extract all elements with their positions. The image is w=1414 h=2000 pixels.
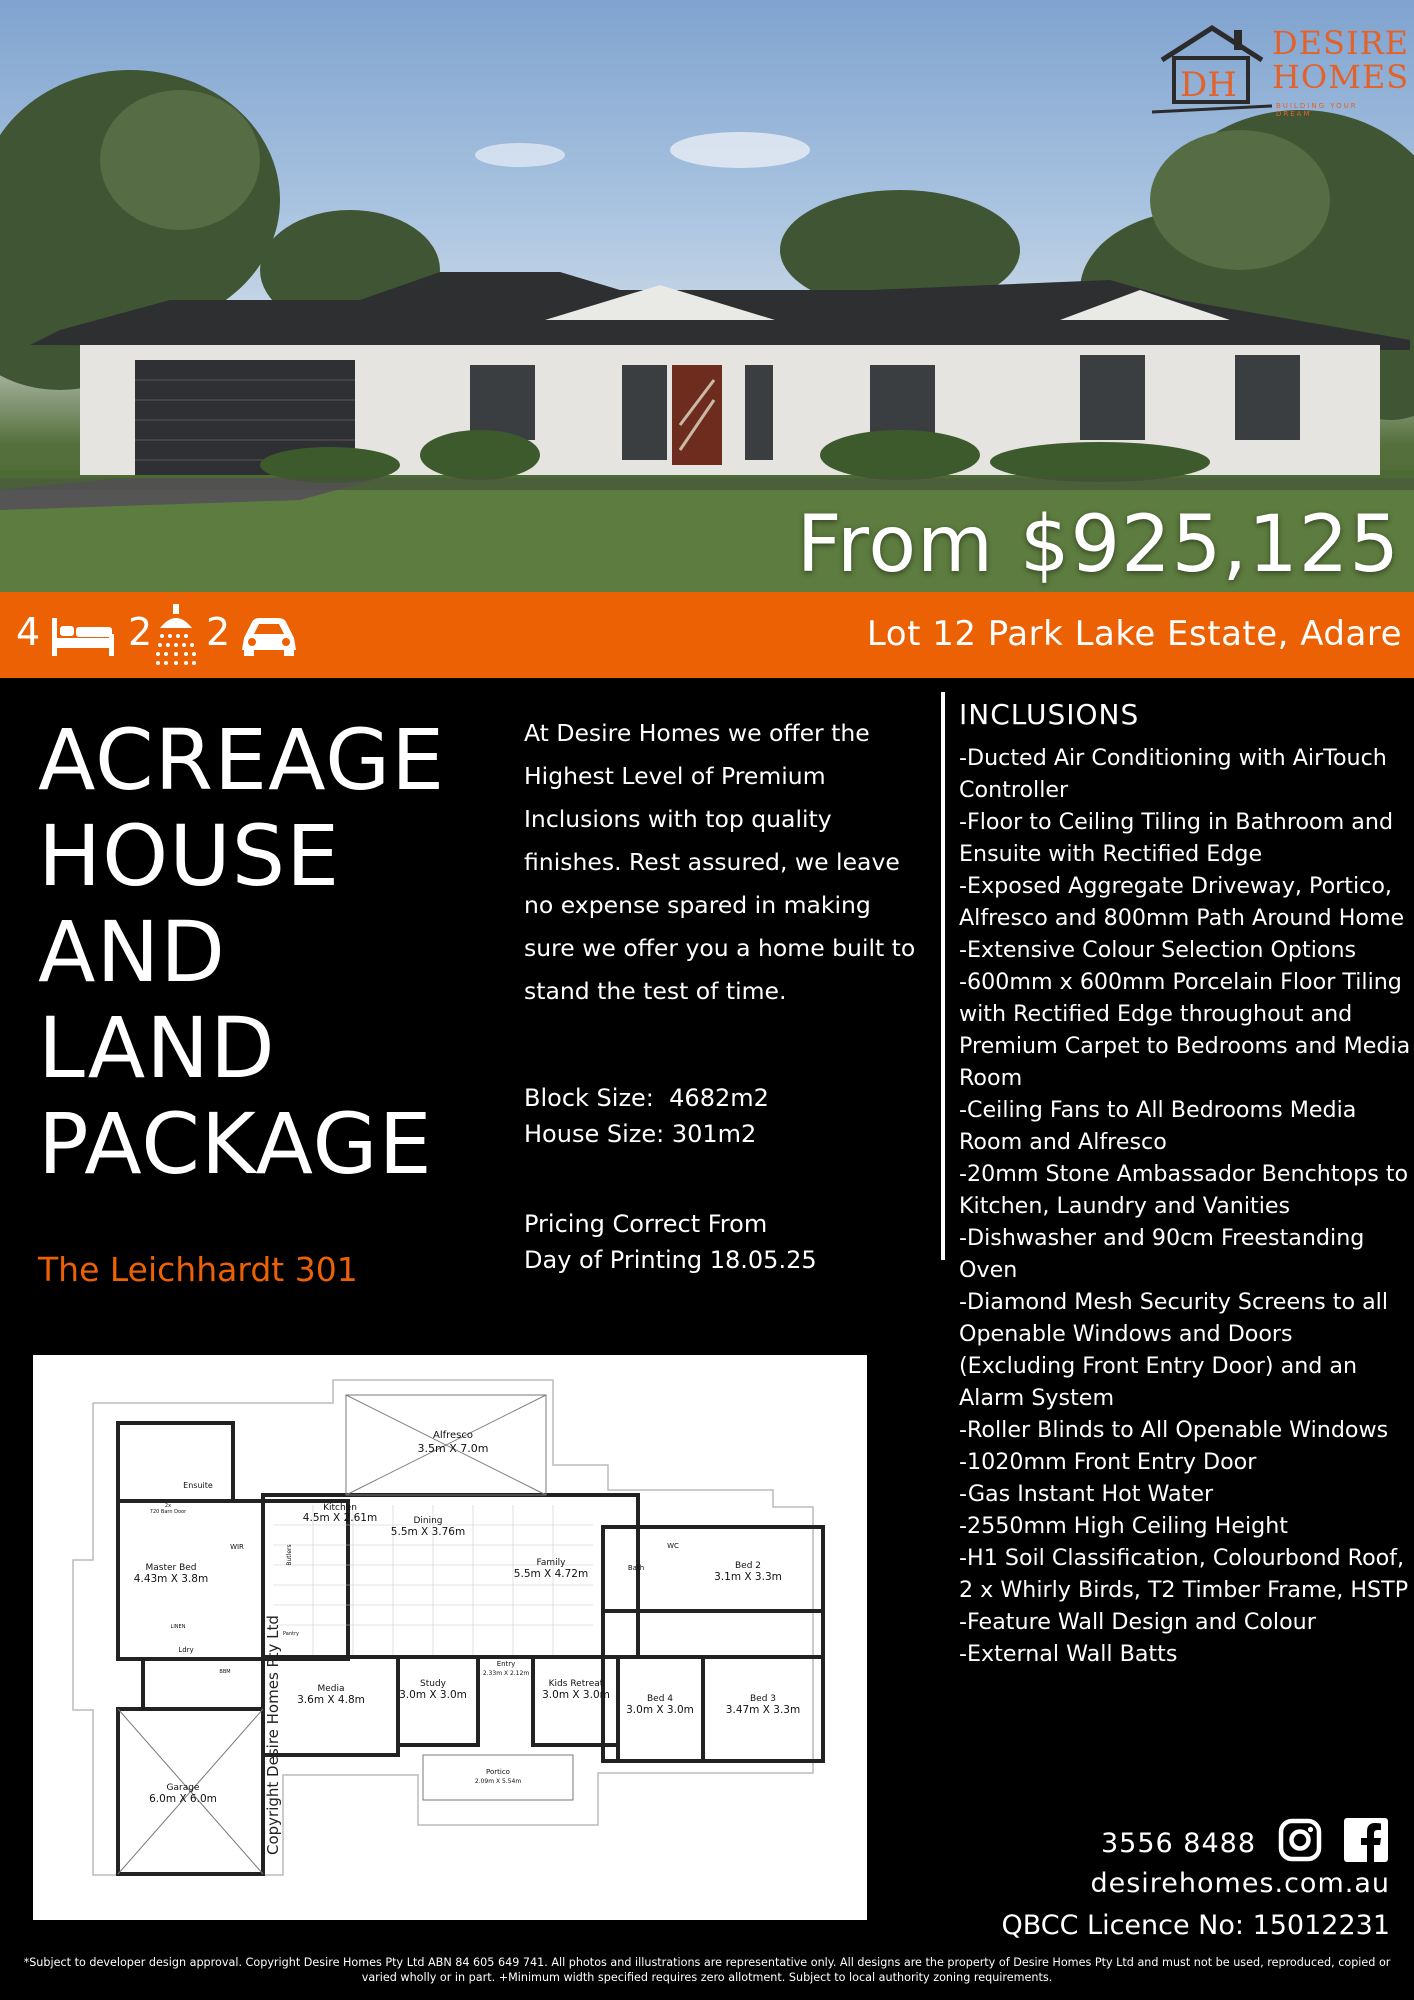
- room-label: Portico: [486, 1768, 510, 1776]
- room-label: 2x: [164, 1503, 172, 1509]
- headline-line: PACKAGE: [38, 1095, 433, 1193]
- size-details: [524, 1080, 769, 1152]
- room-size: 5.5m X 4.72m: [513, 1568, 589, 1580]
- room-size: 3.5m X 7.0m: [417, 1442, 489, 1455]
- licence-number: QBCC Licence No: 15012231: [1001, 1910, 1390, 1941]
- room-label: Study: [420, 1679, 446, 1689]
- disclaimer-text: *Subject to developer design approval. Copyright Desire Homes Pty Ltd ABN 84 605 649 741. All photos and illustrations are representative only. All designs are the property of Desire Homes Pty Ltd and must not be used, reproduced, copied or varied wholly or in part. +Minimum width specified requires zero allotment. Subject to local authority zoning requirements.: [23, 1956, 1391, 1984]
- phone-number[interactable]: 3556 8488: [1100, 1828, 1256, 1859]
- list-item: -600mm x 600mm Porcelain Floor Tiling with Rectified Edge throughout and Premium Carpet to Bedrooms and Media Room: [959, 969, 1411, 1091]
- list-item: -Ceiling Fans to All Bedrooms Media Room and Alfresco: [959, 1097, 1357, 1155]
- room-label: Master Bed: [145, 1563, 197, 1573]
- room-label: Garage: [166, 1783, 200, 1793]
- list-item: -1020mm Front Entry Door: [959, 1449, 1257, 1475]
- room-size: 720 Barn Door: [149, 1509, 187, 1515]
- room-label: WIR: [230, 1543, 244, 1551]
- room-size: 3.0m X 3.0m: [542, 1689, 610, 1701]
- list-item: -2550mm High Ceiling Height: [959, 1513, 1288, 1539]
- intro-paragraph: At Desire Homes we offer the Highest Level of Premium Inclusions with top quality finishes. Rest assured, we leave no expense spared in making sure we offer you a home built to stand the test of time.: [524, 719, 916, 1005]
- room-label: LINEN: [170, 1624, 186, 1630]
- list-item: -Roller Blinds to All Openable Windows: [959, 1417, 1389, 1443]
- list-item: -H1 Soil Classification, Colourbond Roof, 2 x Whirly Birds, T2 Timber Frame, HSTP: [959, 1545, 1409, 1603]
- list-item: -Floor to Ceiling Tiling in Bathroom and Ensuite with Rectified Edge: [959, 809, 1394, 867]
- room-label: Media: [317, 1684, 345, 1694]
- list-item: -Extensive Colour Selection Options: [959, 937, 1357, 963]
- floor-plan-copyright: Copyright Desire Homes Pty Ltd: [264, 1615, 282, 1855]
- room-size: 2.33m X 2.12m: [482, 1670, 530, 1677]
- brand-name: DESIRE HOMES: [1272, 24, 1410, 96]
- room-label: Butlers: [286, 1544, 293, 1566]
- model-name: The Leichhardt 301: [38, 1250, 358, 1289]
- hero-banner: [0, 0, 1414, 592]
- room-size: 3.0m X 3.0m: [399, 1689, 467, 1701]
- room-size: 6.0m X 6.0m: [149, 1793, 217, 1805]
- list-item: -External Wall Batts: [959, 1641, 1178, 1667]
- pricing-note: Pricing Correct From Day of Printing 18.05.25: [524, 1210, 817, 1274]
- room-label: Bed 4: [646, 1694, 674, 1704]
- room-size: 3.47m X 3.3m: [725, 1704, 801, 1716]
- facebook-icon[interactable]: [1344, 1818, 1388, 1862]
- room-size: 3.0m X 3.0m: [626, 1704, 694, 1716]
- list-item: -Feature Wall Design and Colour: [959, 1609, 1316, 1635]
- feature-band: [0, 592, 1414, 678]
- block-size: Block Size: 4682m2: [524, 1084, 769, 1112]
- room-size: 3.6m X 4.8m: [297, 1694, 365, 1706]
- room-size: 4.5m X 2.61m: [302, 1512, 378, 1524]
- room-label: Alfresco: [432, 1430, 474, 1441]
- room-size: 5.5m X 3.76m: [390, 1526, 466, 1538]
- list-item: -Diamond Mesh Security Screens to all Openable Windows and Doors (Excluding Front Entry Door) and an Alarm System: [959, 1289, 1389, 1411]
- room-label: WC: [667, 1542, 679, 1550]
- garage-count: 2: [206, 610, 231, 654]
- headline-line: LAND: [38, 999, 276, 1097]
- list-item: -Exposed Aggregate Driveway, Portico, Alfresco and 800mm Path Around Home: [959, 873, 1405, 931]
- room-label: Kitchen: [323, 1503, 357, 1513]
- inclusions-divider: [941, 692, 945, 1260]
- headline-line: AND: [38, 903, 226, 1001]
- room-label: Ensuite: [183, 1481, 213, 1490]
- shower-icon: [154, 604, 198, 666]
- room-label: Pantry: [283, 1631, 299, 1637]
- headline-line: HOUSE: [38, 807, 341, 905]
- room-label: Bed 2: [734, 1561, 762, 1571]
- desire-homes-logo: [1152, 22, 1410, 122]
- room-label: Bed 3: [749, 1694, 777, 1704]
- bedroom-count: 4: [16, 610, 41, 654]
- list-item: -Dishwasher and 90cm Freestanding Oven: [959, 1225, 1365, 1283]
- list-item: -Gas Instant Hot Water: [959, 1481, 1214, 1507]
- room-size: 3.1m X 3.3m: [714, 1571, 782, 1583]
- house-logo-icon: [1152, 22, 1272, 122]
- website-link[interactable]: desirehomes.com.au: [1090, 1868, 1390, 1899]
- floor-plan-drawing: [33, 1355, 867, 1920]
- instagram-icon[interactable]: [1278, 1818, 1322, 1862]
- room-label: Bath: [627, 1564, 645, 1572]
- price-heading: From $925,125: [796, 500, 1400, 590]
- bathroom-count: 2: [128, 610, 153, 654]
- car-icon: [240, 616, 298, 656]
- room-label: Kids Retreat: [548, 1679, 604, 1689]
- list-item: -Ducted Air Conditioning with AirTouch Controller: [959, 745, 1387, 803]
- room-label: Entry: [496, 1660, 516, 1668]
- brand-tagline: BUILDING YOUR DREAM: [1276, 102, 1358, 118]
- logo-monogram: DH: [1180, 65, 1237, 105]
- inclusions-title: INCLUSIONS: [959, 698, 1140, 731]
- house-size: House Size: 301m2: [524, 1120, 757, 1148]
- inclusions-list: [959, 742, 1411, 1670]
- headline-line: ACREAGE: [38, 711, 446, 809]
- package-headline: [38, 712, 508, 1192]
- room-label: Dining: [413, 1516, 443, 1526]
- room-size: 2.09m X 5.54m: [474, 1778, 522, 1785]
- room-label: BBM: [219, 1669, 231, 1675]
- room-size: 4.43m X 3.8m: [133, 1573, 209, 1585]
- room-label: Family: [536, 1558, 566, 1568]
- room-label: Ldry: [178, 1646, 194, 1654]
- list-item: -20mm Stone Ambassador Benchtops to Kitchen, Laundry and Vanities: [959, 1161, 1409, 1219]
- bed-icon: [52, 618, 114, 656]
- property-address: Lot 12 Park Lake Estate, Adare: [866, 614, 1402, 654]
- floor-plan: [33, 1355, 867, 1920]
